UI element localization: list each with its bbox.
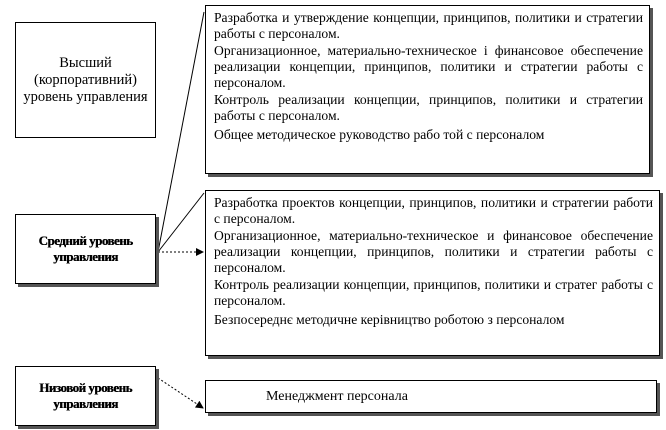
level-top-label: Высший (корпоративний) уровень управления <box>23 54 148 105</box>
task-item: Общее методическое руководство рабо той с персоналом <box>214 127 545 142</box>
tasks-low-box <box>205 380 657 413</box>
task-item: Разработка и утверждение концепции, принципов, политики и стратегии работы с персоналом. <box>214 10 643 41</box>
level-middle-label: Средний уровень управления <box>38 233 133 264</box>
connector-mid-top-line <box>158 193 204 252</box>
task-item: Менеджмент персонала <box>266 388 408 404</box>
task-item: Разработка проектов концепции, принципов, политики и стратегии работи с персоналом. <box>214 195 653 226</box>
task-item: Организационное, материально-техническое і финансовое обеспечение реализации концепции, принципов, политики и стратегии работы с персоналом. <box>214 43 643 90</box>
level-middle-box <box>15 214 156 284</box>
connector-low-arrow <box>158 378 203 408</box>
task-item: Организационное, материально-техническое и финансовое обеспечение реализации концепции, принципов, политики и стратегии работы с персоналом. <box>214 228 653 275</box>
level-low-box <box>15 366 156 426</box>
connector-top-line <box>158 12 204 252</box>
task-item: Контроль реализации концепции, принципов, политики и стратегии работы с персоналом. <box>214 92 643 123</box>
tasks-top-box <box>205 5 650 174</box>
task-item: Безпосереднє методичне керівництво роботою з персоналом <box>214 312 565 327</box>
level-top-box <box>15 22 156 138</box>
task-item: Контроль реализации концепции, принципов, политики и стратег работы с персоналом. <box>214 277 653 308</box>
tasks-middle-box <box>205 190 660 356</box>
level-low-label: Низовой уровень управления <box>39 380 132 411</box>
